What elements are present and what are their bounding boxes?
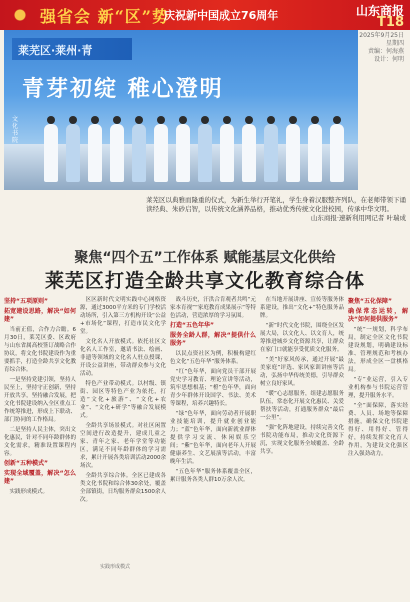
paragraph: “美”好家风传承，通过开展“最美家庭”评选、家风家训讲座等活动，弘扬中华传统美德，引导群众树立良好家风。 (260, 357, 344, 387)
designer: 设计：何明 (373, 56, 404, 63)
subheading: 打造“五色年华” (170, 322, 214, 329)
article-column-2 (80, 296, 166, 596)
article-column-1 (4, 296, 76, 596)
paragraph: 特色产业带动模式。以村级、镇街、园区等特色产业为依托，打造“文化+旅游”、“文化+农业”、“文化+研学”等融合发展模式。 (80, 381, 166, 419)
student-figure (154, 124, 168, 182)
paragraph: “暖”心志愿服务，组建志愿服务队伍，常态化开展文化惠民、关爱帮扶等活动，打通服务群众“最后一公里”。 (260, 391, 344, 421)
issue-date: 2025年9月25日 (359, 32, 404, 39)
paragraph: 文化名人开放模式。依托社区文化名人工作室，邀请书法、绘画、非遗等领域的文化名人驻点授课，开设公益讲座，带动群众参与文化活动。 (80, 339, 166, 377)
paragraph: “统”一规划，科学布局，制定全区文化书院建设规划，明确建设标准、管理规范和考核办法，形成全区一盘棋格局。 (348, 327, 408, 373)
article-column-4 (260, 296, 344, 596)
paragraph: 全龄共享场景模式。对社区闲置空间进行改造提升，建成儿童之家、青年之家、老年学堂等功能区，满足不同年龄群体的学习需求，累计开展各类培训活动2000余场次。 (80, 423, 166, 469)
student-figure (264, 124, 278, 182)
newspaper-name: 山东商报 (355, 4, 404, 18)
stage-slogan: 青芽初绽 稚心澄明 (22, 76, 224, 102)
article-column-3 (170, 296, 256, 596)
lantern-icon (0, 0, 40, 30)
student-figure (242, 124, 256, 182)
paragraph: 实践形成模式。 (9, 489, 49, 495)
student-figure (110, 124, 124, 182)
headline-title: 莱芜区打造全龄共享文化教育综合体 (44, 270, 365, 292)
inline-note: 实践形成模式 (100, 564, 131, 570)
subheading: 确保常态运转，解决“如何提供服务” (348, 308, 408, 323)
editor: 责编：何海燕 (367, 48, 404, 55)
paragraph: 全龄共享综合体。全区已建成各类文化书院和综合体30余处，覆盖全部镇街，日均服务群众1500余人次。 (80, 473, 166, 503)
student-figure (176, 124, 190, 182)
subheading: 拓宽建设思路，解决“如何建” (4, 308, 76, 323)
student-figure (198, 124, 212, 182)
student-figure (220, 124, 234, 182)
caption-text: 莱芜区以典雅而隆重的仪式，为新生举行开笔礼，学生身着汉服整齐列队，在老师带领下诵读经典、朱砂启智，以传统文化涵养品格，推动优秀传统文化进校园，传承中华文明。 (146, 196, 406, 213)
paragraph: 战斗历史，汗洪合肯观者共鸣“元家本育视”“家庭教育成果展示”等特色活动，营造浓厚的学习氛围。 (170, 297, 256, 319)
page-number: T18 (377, 15, 404, 30)
subheading: 服务全龄人群，解决“提供什么服务” (170, 332, 256, 347)
paragraph: “红”色年华，面向党员干部开展党史学习教育、理论宣讲等活动，筑牢思想根基；“橙”色年华，面向青少年群体开设国学、书法、美术等课程，培养兴趣特长。 (170, 369, 256, 407)
side-sign: 文化书院 (12, 116, 19, 144)
paragraph: “强”化阵地建设，持续完善文化书院功能布局，推动文化资源下沉，实现文化服务全域覆盖、全龄共享。 (260, 425, 344, 455)
issue-weekday: 星期四 (385, 40, 404, 47)
page-header (0, 0, 410, 30)
paragraph: 在当地开展讲座、宣传等服务体系建设，推出“文化+”特色服务品牌。 (260, 297, 344, 319)
paragraph: 当前正值，合作力合瞻。6月30日，莱芜区委、区政府与山东省属高校签订战略合作协议，将文化书院建设作为重要抓手，打造全龄共享文化教育综合体。 (4, 327, 76, 373)
subheading: 聚焦“五化保障” (348, 298, 392, 305)
paragraph: “全”面保障，落实经费、人员、场地等保障措施，确保文化书院建得好、用得好、管得好，持续发挥文化育人作用，为建设文化强区注入强劲动力。 (348, 403, 408, 457)
headline-kicker: 聚焦“四个五”工作体系 赋能基层文化供给 (74, 250, 336, 266)
student-figure (88, 124, 102, 182)
paragraph: 区区新时代文明实践中心网格资源，通过3000平方米的专门学校活动场所，引入第三方机构开设“公益+市场化”课程，打造市民文化学堂。 (80, 297, 166, 335)
subheading: 创新“五种模式” (4, 460, 48, 467)
subheading: 坚持“五项原则” (4, 298, 48, 305)
subheading: 实现全域覆盖，解决“怎么建” (4, 470, 76, 485)
paragraph: 二是坚持人民主体，突出文化惠民，针对不同年龄群体的文化需求，精准设置课程内容。 (4, 427, 76, 457)
ceremony-photo (4, 30, 358, 190)
student-figure (286, 124, 300, 182)
photo-caption (146, 196, 406, 223)
anniversary-banner: 庆祝新中国成立76周年 (164, 9, 279, 22)
section-title: 强省会 新“区”势 (40, 7, 169, 26)
student-figure (66, 124, 80, 182)
venue-sign-text: 莱芜区·莱州·青 (18, 44, 93, 57)
paragraph: “专”业运营，引入专业机构参与书院运营管理，提升服务水平。 (348, 377, 408, 399)
student-figure (44, 124, 58, 182)
paragraph: 一是坚持党建引领，坚持人民至上，坚持守正创新，坚持开放共享，坚持融合发展，把文化书院建设纳入全区重点工作统筹推进，形成上下联动、部门协同的工作格局。 (4, 377, 76, 423)
photo-credit: 山东商报·速新利用网记者 叶瑞成 (310, 214, 406, 222)
student-figure (330, 124, 344, 182)
paragraph: “绿”色年华，面向劳动者开展职业技能培训，提升就业创业能力；“蓝”色年华，面向新就业群体提供学习交流、休闲娱乐空间；“紫”色年华，面向老年人开展健康养生、文艺展演等活动，丰富晚年生活。 (170, 411, 256, 465)
paragraph: 以民点资社区为例，积极构建红色文化“五色年华”服务体系。 (170, 351, 256, 365)
paragraph: “五色年华”服务体系覆盖全区，累计服务各类人群10万余人次。 (170, 469, 256, 483)
paragraph: “新”时代文化书院，围绕全区发展大局，以文化人、以文育人，统筹推进城乡文化资源共享，让群众在家门口就能享受优质文化服务。 (260, 323, 344, 353)
student-figure (308, 124, 322, 182)
student-figure (132, 124, 146, 182)
issue-meta (358, 32, 404, 64)
article-column-5 (348, 296, 408, 596)
